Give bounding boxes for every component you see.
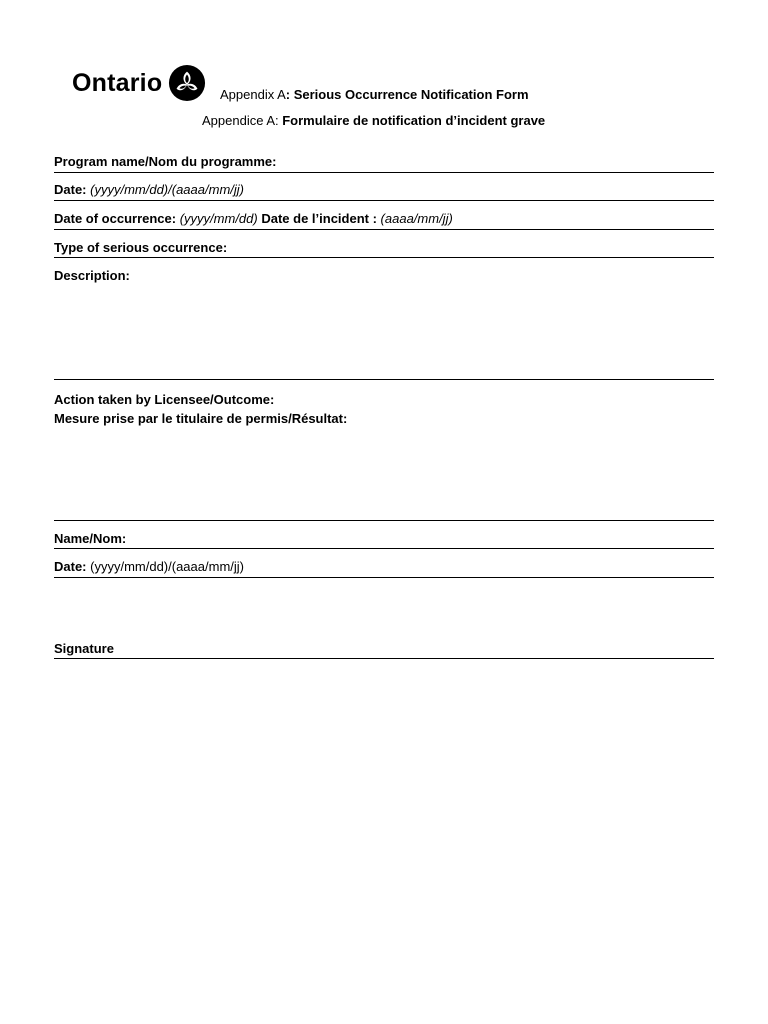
appendix-label-en: Appendix A xyxy=(220,87,286,102)
date-label: Date: xyxy=(54,182,87,197)
occurrence-date-format: (yyyy/mm/dd) xyxy=(179,211,258,226)
signing-date-field[interactable] xyxy=(54,559,714,578)
form-title-french xyxy=(202,113,545,128)
signing-date-format: (yyyy/mm/dd)/(aaaa/mm/jj) xyxy=(90,559,244,574)
incident-date-format: (aaaa/mm/jj) xyxy=(380,211,453,226)
program-name-label: Program name/Nom du programme: xyxy=(54,154,277,169)
signature-field[interactable] xyxy=(54,641,714,659)
date-field[interactable] xyxy=(54,182,714,201)
action-taken-label-fr: Mesure prise par le titulaire de permis/Résultat: xyxy=(54,411,348,426)
appendix-label-fr: Appendice A: xyxy=(202,113,283,128)
name-label: Name/Nom: xyxy=(54,531,127,546)
program-name-field[interactable] xyxy=(54,154,714,173)
date-format-hint: (yyyy/mm/dd)/(aaaa/mm/jj) xyxy=(90,182,244,197)
occurrence-type-field[interactable] xyxy=(54,240,714,258)
incident-date-label: Date de l’incident : xyxy=(261,211,377,226)
form-title-english xyxy=(220,87,529,102)
description-field[interactable] xyxy=(54,268,714,380)
name-field[interactable] xyxy=(54,531,714,549)
trillium-icon xyxy=(168,64,206,102)
signature-label: Signature xyxy=(54,641,114,656)
description-label: Description: xyxy=(54,268,130,283)
ontario-logo xyxy=(72,64,206,102)
occurrence-date-label: Date of occurrence: xyxy=(54,211,177,226)
form-title-fr: Formulaire de notification d’incident grave xyxy=(282,113,546,128)
signing-date-label: Date: xyxy=(54,559,87,574)
action-taken-label-en: Action taken by Licensee/Outcome: xyxy=(54,392,275,407)
form-title-en: : Serious Occurrence Notification Form xyxy=(285,87,529,102)
ontario-wordmark: Ontario xyxy=(72,68,163,97)
occurrence-type-label: Type of serious occurrence: xyxy=(54,240,228,255)
action-taken-field[interactable] xyxy=(54,390,714,521)
occurrence-date-field[interactable] xyxy=(54,211,714,230)
